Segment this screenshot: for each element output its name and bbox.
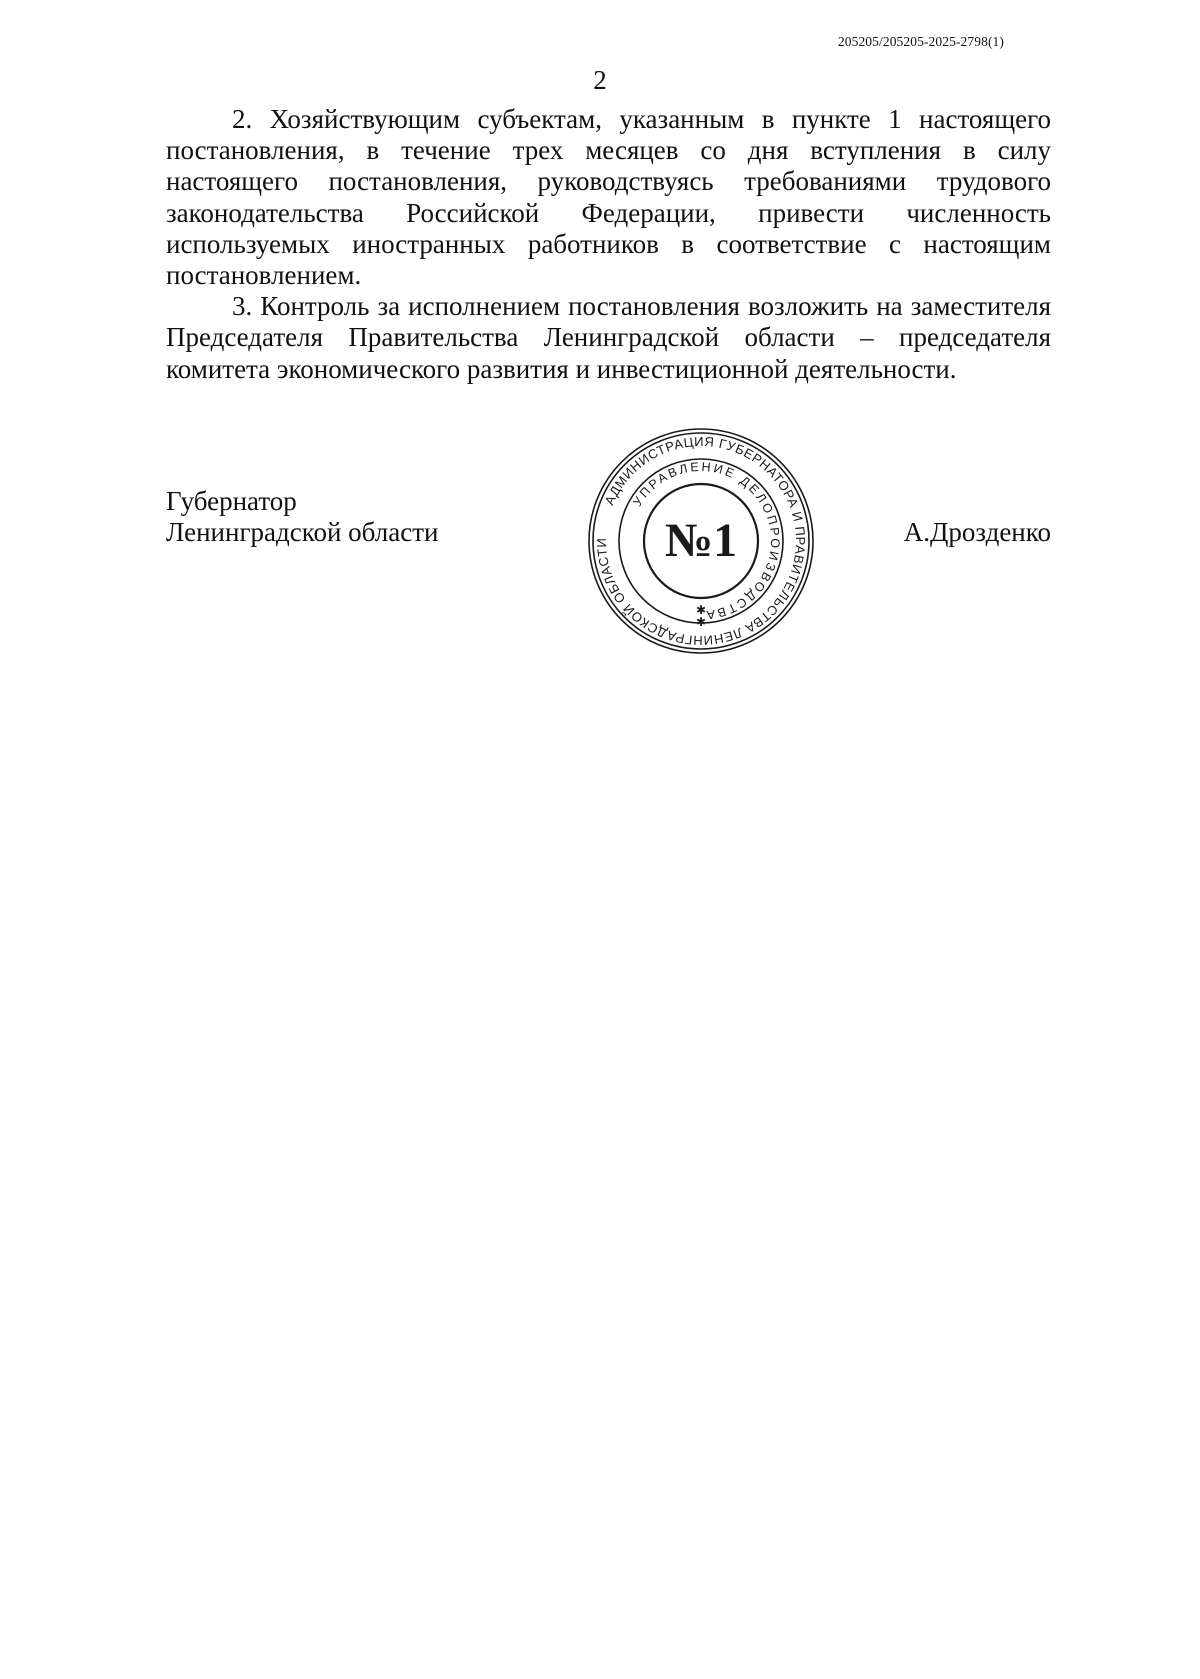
document-registration-number: 205205/205205-2025-2798(1) <box>837 34 1004 49</box>
seal-icon <box>586 426 816 656</box>
signature-block <box>166 433 1051 656</box>
page-number: 2 <box>593 65 607 95</box>
official-seal-stamp <box>586 426 816 656</box>
seal-center-number: №1 <box>664 514 738 567</box>
signatory-position-line-2: Ленинградской области <box>166 517 439 547</box>
document-body <box>166 104 1051 385</box>
seal-inner-text: УПРАВЛЕНИЕ ДЕЛОПРОИЗВОДСТВА <box>630 459 783 623</box>
signatory-name: А.Дрозденко <box>903 517 1051 547</box>
paragraph-3: 3. Контроль за исполнением постановления возложить на заместителя Председателя Правительства Ленинградской области – председателя комитета экономического развития и инвестиционной деятельности. <box>166 291 1051 384</box>
signatory-position-line-1: Губернатор <box>166 486 297 516</box>
seal-outer-text: АДМИНИСТРАЦИЯ ГУБЕРНАТОРА И ПРАВИТЕЛЬСТВА ЛЕНИНГРАДСКОЙ ОБЛАСТИ <box>593 433 809 649</box>
seal-star-icon: ✱ <box>695 615 707 629</box>
paragraph-2: 2. Хозяйствующим субъектам, указанным в пункте 1 настоящего постановления, в течение трех месяцев со дня вступления в силу настоящего постановления, руководствуясь требованиями трудового законодательства Российской Федерации, привести численность используемых иностранных работников в соответствие с настоящим постановлением. <box>166 104 1051 291</box>
seal-star-icon: ✱ <box>695 603 707 617</box>
signatory-position <box>166 486 438 548</box>
